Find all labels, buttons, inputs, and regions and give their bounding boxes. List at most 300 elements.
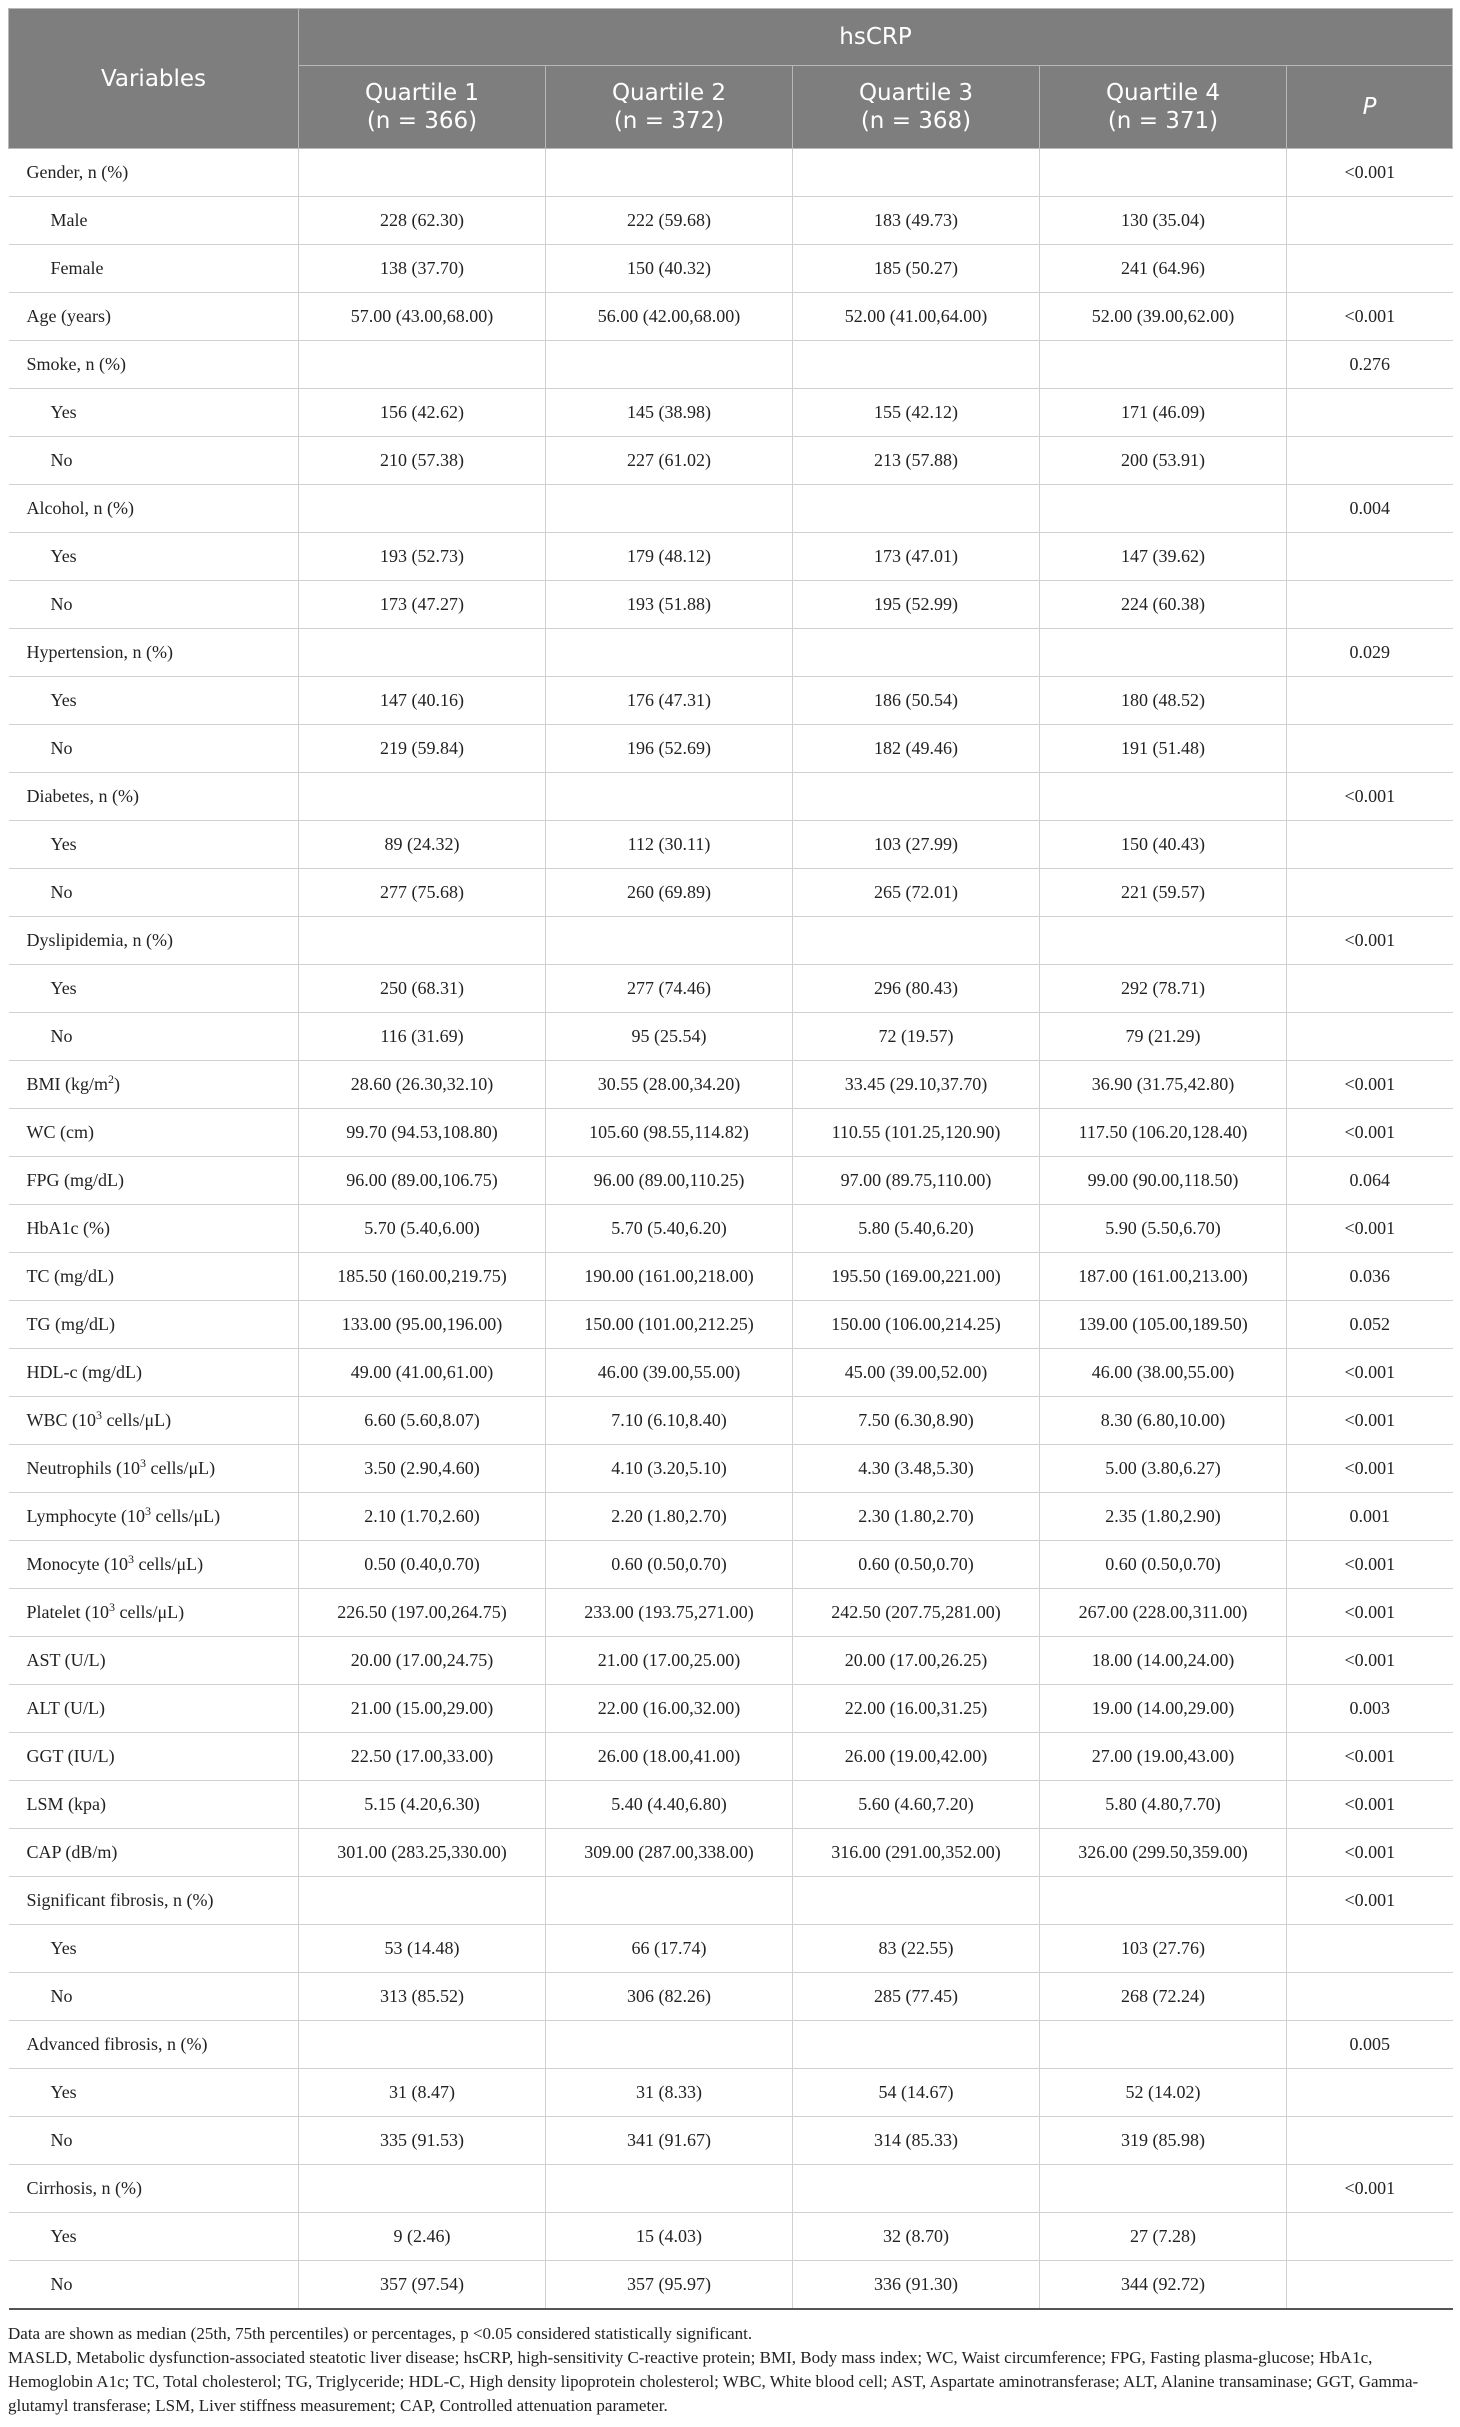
variable-label-text: Gender, n (%) xyxy=(26,162,129,182)
quartile-value: 0.60 (0.50,0.70) xyxy=(546,1541,793,1589)
quartile-value: 195 (52.99) xyxy=(793,581,1040,629)
variable-label-suffix: cells/μL) xyxy=(145,1458,216,1478)
quartile-value xyxy=(546,149,793,197)
quartile-value: 83 (22.55) xyxy=(793,1925,1040,1973)
quartile-value xyxy=(299,1877,546,1925)
p-value: <0.001 xyxy=(1287,1829,1453,1877)
quartile-value xyxy=(793,917,1040,965)
variable-label xyxy=(9,2165,299,2213)
variable-label xyxy=(9,1061,299,1109)
quartile-value: 173 (47.27) xyxy=(299,581,546,629)
variable-label xyxy=(9,149,299,197)
quartile-value: 180 (48.52) xyxy=(1040,677,1287,725)
p-value: <0.001 xyxy=(1287,293,1453,341)
quartile-value: 233.00 (193.75,271.00) xyxy=(546,1589,793,1637)
quartile-value: 5.70 (5.40,6.20) xyxy=(546,1205,793,1253)
quartile-value: 79 (21.29) xyxy=(1040,1013,1287,1061)
p-value: <0.001 xyxy=(1287,1397,1453,1445)
table-body xyxy=(9,149,1453,2310)
quartile-value: 103 (27.76) xyxy=(1040,1925,1287,1973)
table-row xyxy=(9,1589,1453,1637)
quartile-value: 5.80 (5.40,6.20) xyxy=(793,1205,1040,1253)
variable-label-text: No xyxy=(50,594,73,614)
variable-label-text: TC (mg/dL) xyxy=(26,1266,114,1286)
p-value: <0.001 xyxy=(1287,1061,1453,1109)
variable-label xyxy=(9,1541,299,1589)
quartile-value: 292 (78.71) xyxy=(1040,965,1287,1013)
quartile-value: 95 (25.54) xyxy=(546,1013,793,1061)
quartile-n: (n = 368) xyxy=(860,108,972,134)
quartile-value: 147 (39.62) xyxy=(1040,533,1287,581)
quartile-value: 267.00 (228.00,311.00) xyxy=(1040,1589,1287,1637)
table-row xyxy=(9,1301,1453,1349)
quartile-value: 15 (4.03) xyxy=(546,2213,793,2261)
quartile-header xyxy=(793,66,1040,149)
variable-label xyxy=(9,1157,299,1205)
quartile-value: 210 (57.38) xyxy=(299,437,546,485)
quartile-value: 265 (72.01) xyxy=(793,869,1040,917)
table-subrow xyxy=(9,197,1453,245)
table-row xyxy=(9,1445,1453,1493)
quartile-value: 99.70 (94.53,108.80) xyxy=(299,1109,546,1157)
quartile-value: 27.00 (19.00,43.00) xyxy=(1040,1733,1287,1781)
quartile-value: 99.00 (90.00,118.50) xyxy=(1040,1157,1287,1205)
variable-label xyxy=(9,629,299,677)
quartile-value: 357 (95.97) xyxy=(546,2261,793,2310)
p-value: 0.052 xyxy=(1287,1301,1453,1349)
quartile-value xyxy=(299,485,546,533)
variable-label xyxy=(9,725,299,773)
p-value: <0.001 xyxy=(1287,1541,1453,1589)
quartile-value: 66 (17.74) xyxy=(546,1925,793,1973)
variable-label-text: TG (mg/dL) xyxy=(26,1314,115,1334)
variable-label xyxy=(9,2261,299,2310)
quartile-value: 190.00 (161.00,218.00) xyxy=(546,1253,793,1301)
table-subrow xyxy=(9,1925,1453,1973)
p-value xyxy=(1287,245,1453,293)
quartile-value: 268 (72.24) xyxy=(1040,1973,1287,2021)
table-row xyxy=(9,293,1453,341)
p-value: <0.001 xyxy=(1287,773,1453,821)
variable-label xyxy=(9,773,299,821)
table-row xyxy=(9,1061,1453,1109)
p-value xyxy=(1287,725,1453,773)
quartile-value: 2.30 (1.80,2.70) xyxy=(793,1493,1040,1541)
quartile-value xyxy=(793,1877,1040,1925)
variable-label-text: Yes xyxy=(50,1938,77,1958)
variable-label-text: WBC (10 xyxy=(26,1410,96,1430)
quartile-name: Quartile 1 xyxy=(364,80,480,106)
quartile-value: 20.00 (17.00,26.25) xyxy=(793,1637,1040,1685)
table-footnotes xyxy=(8,2322,1452,2418)
quartile-value xyxy=(793,629,1040,677)
p-value: <0.001 xyxy=(1287,149,1453,197)
table-subrow xyxy=(9,725,1453,773)
quartile-value xyxy=(1040,629,1287,677)
variable-label-text: HDL-c (mg/dL) xyxy=(26,1362,142,1382)
document xyxy=(8,8,1452,2418)
variable-label-superscript: 3 xyxy=(96,1408,102,1422)
variable-label xyxy=(9,1733,299,1781)
variable-label-text: AST (U/L) xyxy=(26,1650,106,1670)
table-row xyxy=(9,1397,1453,1445)
p-value xyxy=(1287,581,1453,629)
p-value: <0.001 xyxy=(1287,1205,1453,1253)
quartile-value: 242.50 (207.75,281.00) xyxy=(793,1589,1040,1637)
table-subrow xyxy=(9,533,1453,581)
table-subrow xyxy=(9,2069,1453,2117)
variable-label-text: Advanced fibrosis, n (%) xyxy=(26,2034,208,2054)
variable-label-text: Lymphocyte (10 xyxy=(26,1506,145,1526)
table-row xyxy=(9,1781,1453,1829)
quartile-value: 155 (42.12) xyxy=(793,389,1040,437)
quartile-value: 53 (14.48) xyxy=(299,1925,546,1973)
p-value xyxy=(1287,533,1453,581)
p-value: 0.276 xyxy=(1287,341,1453,389)
quartile-value: 313 (85.52) xyxy=(299,1973,546,2021)
quartile-value: 187.00 (161.00,213.00) xyxy=(1040,1253,1287,1301)
variable-label xyxy=(9,821,299,869)
quartile-value: 5.70 (5.40,6.00) xyxy=(299,1205,546,1253)
quartile-n: (n = 372) xyxy=(613,108,725,134)
variable-label xyxy=(9,1877,299,1925)
variable-label-text: Yes xyxy=(50,2082,77,2102)
quartile-value: 335 (91.53) xyxy=(299,2117,546,2165)
quartile-value xyxy=(1040,2021,1287,2069)
table-subrow xyxy=(9,1013,1453,1061)
quartile-value: 5.80 (4.80,7.70) xyxy=(1040,1781,1287,1829)
quartile-value: 219 (59.84) xyxy=(299,725,546,773)
quartile-value: 309.00 (287.00,338.00) xyxy=(546,1829,793,1877)
quartile-value: 224 (60.38) xyxy=(1040,581,1287,629)
table-row xyxy=(9,2021,1453,2069)
quartile-value xyxy=(299,149,546,197)
quartile-value: 52 (14.02) xyxy=(1040,2069,1287,2117)
p-value xyxy=(1287,437,1453,485)
p-value: <0.001 xyxy=(1287,1781,1453,1829)
quartile-value xyxy=(299,2021,546,2069)
quartile-value: 0.50 (0.40,0.70) xyxy=(299,1541,546,1589)
quartile-value xyxy=(299,773,546,821)
quartile-value: 46.00 (39.00,55.00) xyxy=(546,1349,793,1397)
quartile-value: 336 (91.30) xyxy=(793,2261,1040,2310)
p-value xyxy=(1287,2069,1453,2117)
variable-label-text: No xyxy=(50,450,73,470)
quartile-value: 22.00 (16.00,31.25) xyxy=(793,1685,1040,1733)
variable-label xyxy=(9,1349,299,1397)
quartile-value: 7.10 (6.10,8.40) xyxy=(546,1397,793,1445)
table-subrow xyxy=(9,2261,1453,2310)
quartile-value xyxy=(546,629,793,677)
baseline-characteristics-table xyxy=(8,8,1453,2310)
quartile-value: 5.15 (4.20,6.30) xyxy=(299,1781,546,1829)
quartile-value: 191 (51.48) xyxy=(1040,725,1287,773)
table-subrow xyxy=(9,437,1453,485)
quartile-value: 3.50 (2.90,4.60) xyxy=(299,1445,546,1493)
variable-label xyxy=(9,1781,299,1829)
variable-label xyxy=(9,2117,299,2165)
p-value: <0.001 xyxy=(1287,1349,1453,1397)
table-row xyxy=(9,149,1453,197)
quartile-value: 316.00 (291.00,352.00) xyxy=(793,1829,1040,1877)
variable-label xyxy=(9,1013,299,1061)
variable-label-suffix: ) xyxy=(114,1074,121,1094)
p-value xyxy=(1287,2213,1453,2261)
p-value xyxy=(1287,677,1453,725)
quartile-value: 5.00 (3.80,6.27) xyxy=(1040,1445,1287,1493)
table-row xyxy=(9,1733,1453,1781)
table-row xyxy=(9,485,1453,533)
quartile-value: 9 (2.46) xyxy=(299,2213,546,2261)
variable-label xyxy=(9,533,299,581)
quartile-value: 5.40 (4.40,6.80) xyxy=(546,1781,793,1829)
quartile-value: 8.30 (6.80,10.00) xyxy=(1040,1397,1287,1445)
variable-label-text: Neutrophils (10 xyxy=(26,1458,140,1478)
quartile-value: 22.00 (16.00,32.00) xyxy=(546,1685,793,1733)
variable-label-text: Platelet (10 xyxy=(26,1602,109,1622)
variable-label-text: Diabetes, n (%) xyxy=(26,786,139,806)
variable-label xyxy=(9,1973,299,2021)
quartile-value: 28.60 (26.30,32.10) xyxy=(299,1061,546,1109)
quartile-value: 30.55 (28.00,34.20) xyxy=(546,1061,793,1109)
quartile-value: 183 (49.73) xyxy=(793,197,1040,245)
p-value xyxy=(1287,1973,1453,2021)
quartile-header xyxy=(299,66,546,149)
quartile-value: 150.00 (106.00,214.25) xyxy=(793,1301,1040,1349)
quartile-value: 72 (19.57) xyxy=(793,1013,1040,1061)
variable-label xyxy=(9,1493,299,1541)
table-row xyxy=(9,629,1453,677)
variable-label-text: Female xyxy=(50,258,104,278)
quartile-value xyxy=(546,917,793,965)
table-row xyxy=(9,1877,1453,1925)
table-header xyxy=(9,9,1453,149)
quartile-value: 54 (14.67) xyxy=(793,2069,1040,2117)
table-row xyxy=(9,1253,1453,1301)
variable-label xyxy=(9,2213,299,2261)
quartile-value: 147 (40.16) xyxy=(299,677,546,725)
quartile-name: Quartile 2 xyxy=(611,80,727,106)
variable-label-text: Alcohol, n (%) xyxy=(26,498,134,518)
variable-label-superscript: 3 xyxy=(127,1552,134,1566)
variable-label xyxy=(9,677,299,725)
quartile-value: 227 (61.02) xyxy=(546,437,793,485)
variable-label xyxy=(9,1109,299,1157)
variable-label xyxy=(9,245,299,293)
variable-label-superscript: 2 xyxy=(108,1072,115,1086)
quartile-n: (n = 366) xyxy=(366,108,478,134)
quartile-value xyxy=(546,485,793,533)
variable-label-superscript: 3 xyxy=(144,1504,151,1518)
quartile-value xyxy=(793,341,1040,389)
quartile-value xyxy=(1040,773,1287,821)
quartile-value: 2.35 (1.80,2.90) xyxy=(1040,1493,1287,1541)
quartile-value: 97.00 (89.75,110.00) xyxy=(793,1157,1040,1205)
variable-label-text: Age (years) xyxy=(26,306,111,326)
table-subrow xyxy=(9,1973,1453,2021)
p-value: <0.001 xyxy=(1287,2165,1453,2213)
quartile-value: 296 (80.43) xyxy=(793,965,1040,1013)
table-row xyxy=(9,1205,1453,1253)
variable-label-text: GGT (IU/L) xyxy=(26,1746,115,1766)
quartile-value: 228 (62.30) xyxy=(299,197,546,245)
quartile-value: 2.10 (1.70,2.60) xyxy=(299,1493,546,1541)
p-value xyxy=(1287,197,1453,245)
quartile-value: 33.45 (29.10,37.70) xyxy=(793,1061,1040,1109)
variable-label-text: Yes xyxy=(50,834,77,854)
quartile-value: 326.00 (299.50,359.00) xyxy=(1040,1829,1287,1877)
table-row xyxy=(9,1109,1453,1157)
quartile-value: 138 (37.70) xyxy=(299,245,546,293)
table-row xyxy=(9,1157,1453,1205)
p-value: <0.001 xyxy=(1287,1637,1453,1685)
p-value: 0.003 xyxy=(1287,1685,1453,1733)
table-subrow xyxy=(9,581,1453,629)
variable-label-text: No xyxy=(50,1986,73,2006)
quartile-value: 110.55 (101.25,120.90) xyxy=(793,1109,1040,1157)
table-row xyxy=(9,1637,1453,1685)
variable-label-text: LSM (kpa) xyxy=(26,1794,106,1814)
quartile-value: 133.00 (95.00,196.00) xyxy=(299,1301,546,1349)
quartile-value: 26.00 (19.00,42.00) xyxy=(793,1733,1040,1781)
quartile-value: 22.50 (17.00,33.00) xyxy=(299,1733,546,1781)
quartile-value: 96.00 (89.00,106.75) xyxy=(299,1157,546,1205)
quartile-value: 195.50 (169.00,221.00) xyxy=(793,1253,1040,1301)
table-subrow xyxy=(9,821,1453,869)
quartile-value: 7.50 (6.30,8.90) xyxy=(793,1397,1040,1445)
variable-label-text: No xyxy=(50,2274,73,2294)
quartile-value: 185 (50.27) xyxy=(793,245,1040,293)
footnote-abbreviations: MASLD, Metabolic dysfunction-associated steatotic liver disease; hsCRP, high-sensitivity C-reactive protein; BMI, Body mass index; WC, Waist circumference; FPG, Fasting plasma-glucose; HbA1c, Hemoglobin A1c; TC, Total cholesterol; TG, Triglyceride; HDL-C, High density lipoprotein cholesterol; WBC, White blood cell; AST, Aspartate aminotransferase; ALT, Alanine transaminase; GGT, Gamma-glutamyl transferase; LSM, Liver stiffness measurement; CAP, Controlled attenuation parameter. xyxy=(8,2348,1419,2415)
quartile-value: 222 (59.68) xyxy=(546,197,793,245)
table-row xyxy=(9,1493,1453,1541)
variable-label xyxy=(9,2069,299,2117)
p-value xyxy=(1287,1013,1453,1061)
variable-label xyxy=(9,965,299,1013)
variable-label xyxy=(9,293,299,341)
variable-label-text: No xyxy=(50,738,73,758)
quartile-value: 171 (46.09) xyxy=(1040,389,1287,437)
quartile-value xyxy=(546,773,793,821)
quartile-value: 193 (52.73) xyxy=(299,533,546,581)
table-row xyxy=(9,773,1453,821)
quartile-value: 6.60 (5.60,8.07) xyxy=(299,1397,546,1445)
variable-label xyxy=(9,389,299,437)
variable-label-text: FPG (mg/dL) xyxy=(26,1170,125,1190)
quartile-value: 213 (57.88) xyxy=(793,437,1040,485)
table-row xyxy=(9,917,1453,965)
quartile-name: Quartile 4 xyxy=(1105,80,1221,106)
quartile-value: 112 (30.11) xyxy=(546,821,793,869)
quartile-value: 150 (40.32) xyxy=(546,245,793,293)
variable-label-text: Dyslipidemia, n (%) xyxy=(26,930,173,950)
quartile-value xyxy=(1040,485,1287,533)
quartile-value: 250 (68.31) xyxy=(299,965,546,1013)
table-subrow xyxy=(9,2213,1453,2261)
quartile-value: 221 (59.57) xyxy=(1040,869,1287,917)
variable-label xyxy=(9,1925,299,1973)
quartile-value: 21.00 (17.00,25.00) xyxy=(546,1637,793,1685)
p-value: <0.001 xyxy=(1287,1445,1453,1493)
quartile-value xyxy=(1040,149,1287,197)
quartile-value: 357 (97.54) xyxy=(299,2261,546,2310)
quartile-value: 49.00 (41.00,61.00) xyxy=(299,1349,546,1397)
variable-label xyxy=(9,1829,299,1877)
variable-label xyxy=(9,917,299,965)
quartile-value: 0.60 (0.50,0.70) xyxy=(793,1541,1040,1589)
quartile-value: 306 (82.26) xyxy=(546,1973,793,2021)
variable-label-suffix: cells/μL) xyxy=(150,1506,221,1526)
p-value: <0.001 xyxy=(1287,1589,1453,1637)
quartile-value: 319 (85.98) xyxy=(1040,2117,1287,2165)
variable-label-text: Hypertension, n (%) xyxy=(26,642,173,662)
quartile-value: 196 (52.69) xyxy=(546,725,793,773)
p-value: 0.001 xyxy=(1287,1493,1453,1541)
quartile-value: 32 (8.70) xyxy=(793,2213,1040,2261)
p-value xyxy=(1287,389,1453,437)
quartile-value xyxy=(546,2021,793,2069)
variable-label-text: Monocyte (10 xyxy=(26,1554,128,1574)
variable-label-text: Male xyxy=(50,210,88,230)
p-value: <0.001 xyxy=(1287,1733,1453,1781)
quartile-value: 4.10 (3.20,5.10) xyxy=(546,1445,793,1493)
quartile-value: 314 (85.33) xyxy=(793,2117,1040,2165)
quartile-value xyxy=(793,485,1040,533)
quartile-value: 344 (92.72) xyxy=(1040,2261,1287,2310)
p-value xyxy=(1287,965,1453,1013)
p-value xyxy=(1287,2261,1453,2310)
variable-label xyxy=(9,1397,299,1445)
p-value: <0.001 xyxy=(1287,917,1453,965)
variable-label xyxy=(9,485,299,533)
variable-label xyxy=(9,437,299,485)
variable-label-text: ALT (U/L) xyxy=(26,1698,105,1718)
quartile-value: 150 (40.43) xyxy=(1040,821,1287,869)
p-value: 0.005 xyxy=(1287,2021,1453,2069)
variable-label-text: Significant fibrosis, n (%) xyxy=(26,1890,214,1910)
quartile-value: 18.00 (14.00,24.00) xyxy=(1040,1637,1287,1685)
quartile-value: 341 (91.67) xyxy=(546,2117,793,2165)
quartile-value: 56.00 (42.00,68.00) xyxy=(546,293,793,341)
quartile-value: 19.00 (14.00,29.00) xyxy=(1040,1685,1287,1733)
variable-label xyxy=(9,1589,299,1637)
quartile-value: 182 (49.46) xyxy=(793,725,1040,773)
quartile-value xyxy=(1040,341,1287,389)
quartile-value: 36.90 (31.75,42.80) xyxy=(1040,1061,1287,1109)
variable-label-text: Cirrhosis, n (%) xyxy=(26,2178,142,2198)
quartile-value: 105.60 (98.55,114.82) xyxy=(546,1109,793,1157)
p-value: 0.036 xyxy=(1287,1253,1453,1301)
variables-header: Variables xyxy=(9,9,299,149)
variable-label-text: Yes xyxy=(50,2226,77,2246)
quartile-value: 21.00 (15.00,29.00) xyxy=(299,1685,546,1733)
quartile-value: 4.30 (3.48,5.30) xyxy=(793,1445,1040,1493)
quartile-value: 96.00 (89.00,110.25) xyxy=(546,1157,793,1205)
quartile-value: 186 (50.54) xyxy=(793,677,1040,725)
quartile-value: 2.20 (1.80,2.70) xyxy=(546,1493,793,1541)
table-subrow xyxy=(9,677,1453,725)
quartile-value: 173 (47.01) xyxy=(793,533,1040,581)
quartile-value: 5.90 (5.50,6.70) xyxy=(1040,1205,1287,1253)
p-value xyxy=(1287,869,1453,917)
quartile-value: 0.60 (0.50,0.70) xyxy=(1040,1541,1287,1589)
quartile-value: 31 (8.47) xyxy=(299,2069,546,2117)
quartile-value: 179 (48.12) xyxy=(546,533,793,581)
quartile-value: 31 (8.33) xyxy=(546,2069,793,2117)
quartile-value xyxy=(299,629,546,677)
quartile-header xyxy=(546,66,793,149)
quartile-name: Quartile 3 xyxy=(858,80,974,106)
